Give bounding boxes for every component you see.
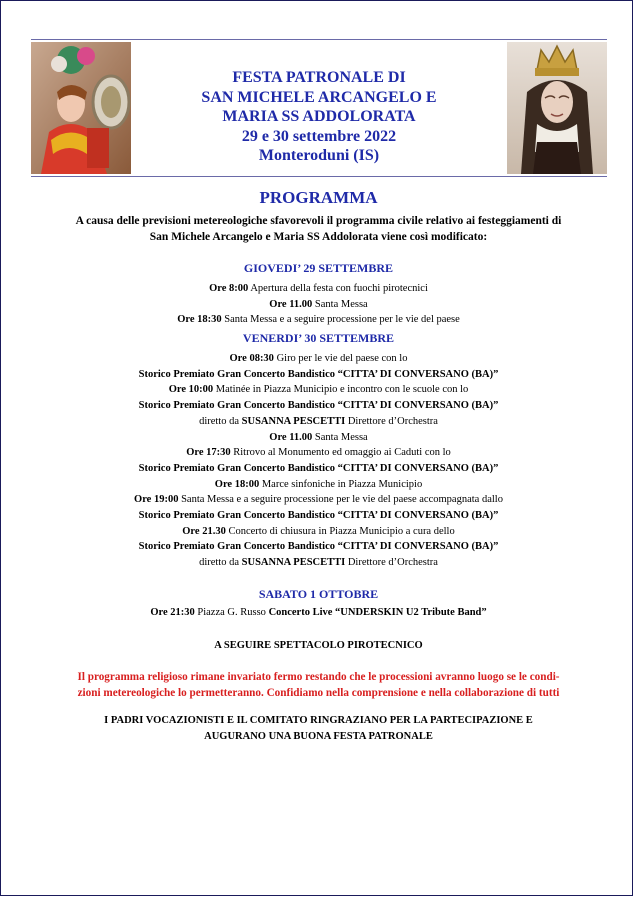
religious-note-line: zioni metereologiche lo permetteranno. Confidiamo nella comprensione e nella collaborazione di tutti bbox=[77, 687, 560, 699]
maria-addolorata-statue-image bbox=[507, 42, 607, 174]
header-location: Monteroduni (IS) bbox=[258, 147, 380, 164]
programma-title: PROGRAMMA bbox=[259, 188, 378, 207]
event-text: diretto da bbox=[199, 557, 242, 569]
thanks-note bbox=[1, 713, 635, 745]
event-time: Ore 19:00 bbox=[134, 494, 179, 506]
san-michele-statue-image bbox=[31, 42, 131, 174]
header-dates: 29 e 30 settembre 2022 bbox=[241, 127, 397, 145]
conductor-name: SUSANNA PESCETTI bbox=[241, 415, 346, 427]
header-title bbox=[139, 68, 499, 166]
event-line bbox=[1, 398, 635, 414]
event-highlight: Concerto Live “UNDERSKIN U2 Tribute Band” bbox=[268, 607, 487, 618]
header-title-line: SAN MICHELE ARCANGELO E bbox=[201, 88, 437, 106]
event-line bbox=[1, 414, 635, 430]
header-title-line: MARIA SS ADDOLORATA bbox=[222, 108, 416, 125]
event-line bbox=[1, 605, 635, 621]
event-line bbox=[1, 312, 635, 328]
header-title-line: FESTA PATRONALE DI bbox=[232, 69, 406, 86]
religious-note bbox=[1, 669, 635, 701]
event-text: Direttore d’Orchestra bbox=[345, 415, 438, 427]
intro-line: San Michele Arcangelo e Maria SS Addolorata viene così modificato: bbox=[149, 231, 488, 243]
fireworks-note: A SEGUIRE SPETTACOLO PIROTECNICO bbox=[214, 640, 423, 651]
event-line bbox=[1, 367, 635, 383]
band-name: Storico Premiato Gran Concerto Bandistico “CITTA’ DI CONVERSANO (BA)” bbox=[138, 400, 499, 412]
event-line bbox=[1, 382, 635, 398]
thanks-note-line: I PADRI VOCAZIONISTI E IL COMITATO RINGRAZIANO PER LA PARTECIPAZIONE E bbox=[104, 715, 533, 726]
band-name: Storico Premiato Gran Concerto Bandistico “CITTA’ DI CONVERSANO (BA)” bbox=[138, 541, 499, 553]
event-line bbox=[1, 492, 635, 508]
event-line bbox=[1, 281, 635, 297]
religious-note-line: Il programma religioso rimane invariato fermo restando che le processioni avranno luogo se le condi- bbox=[77, 671, 560, 683]
event-line bbox=[1, 555, 635, 571]
thanks-note-line: AUGURANO UNA BUONA FESTA PATRONALE bbox=[204, 731, 433, 742]
event-line bbox=[1, 539, 635, 555]
event-time: Ore 10:00 bbox=[168, 384, 214, 396]
event-text: Apertura della festa con fuochi pirotecnici bbox=[248, 283, 428, 294]
event-text: Marce sinfoniche in Piazza Municipio bbox=[259, 478, 423, 490]
event-text: diretto da bbox=[199, 415, 242, 427]
conductor-name: SUSANNA PESCETTI bbox=[241, 557, 346, 569]
intro-text bbox=[1, 213, 635, 245]
event-text: Matinée in Piazza Municipio e incontro con le scuole con lo bbox=[213, 384, 469, 396]
event-time: Ore 21.30 bbox=[182, 525, 226, 537]
event-time: Ore 08:30 bbox=[229, 353, 274, 364]
event-line bbox=[1, 351, 635, 367]
event-line bbox=[1, 461, 635, 477]
intro-line: A causa delle previsioni metereologiche sfavorevoli il programma civile relativo ai festeggiamenti di bbox=[75, 215, 562, 227]
event-time: Ore 11.00 bbox=[269, 431, 313, 443]
event-line bbox=[1, 430, 635, 446]
band-name: Storico Premiato Gran Concerto Bandistico “CITTA’ DI CONVERSANO (BA)” bbox=[138, 510, 499, 521]
day-title-venerdi: VENERDI’ 30 SETTEMBRE bbox=[242, 331, 395, 345]
event-text: Santa Messa bbox=[312, 431, 368, 443]
event-text: Santa Messa e a seguire processione per le vie del paese accompagnata dallo bbox=[178, 494, 503, 506]
event-line bbox=[1, 524, 635, 540]
event-time: Ore 11.00 bbox=[269, 299, 313, 310]
event-time: Ore 21:30 bbox=[150, 607, 195, 618]
event-time: Ore 18:00 bbox=[214, 478, 260, 490]
event-text: Giro per le vie del paese con lo bbox=[273, 353, 408, 364]
event-text: Santa Messa bbox=[312, 299, 368, 310]
band-name: Storico Premiato Gran Concerto Bandistico “CITTA’ DI CONVERSANO (BA)” bbox=[138, 368, 499, 380]
band-name: Storico Premiato Gran Concerto Bandistico “CITTA’ DI CONVERSANO (BA)” bbox=[138, 462, 499, 474]
day-title-giovedi: GIOVEDI’ 29 SETTEMBRE bbox=[243, 261, 394, 275]
event-text: Ritrovo al Monumento ed omaggio ai Caduti con lo bbox=[230, 447, 451, 459]
event-time: Ore 8:00 bbox=[209, 283, 249, 294]
event-line bbox=[1, 477, 635, 493]
day-title-sabato: SABATO 1 OTTOBRE bbox=[258, 587, 379, 601]
event-text: Piazza G. Russo bbox=[194, 607, 269, 618]
event-line bbox=[1, 445, 635, 461]
event-time: Ore 17:30 bbox=[186, 447, 231, 459]
event-text: Concerto di chiusura in Piazza Municipio a cura dello bbox=[225, 525, 455, 537]
event-line bbox=[1, 297, 635, 313]
event-line bbox=[1, 508, 635, 524]
event-text: Santa Messa e a seguire processione per le vie del paese bbox=[221, 314, 460, 325]
event-time: Ore 18:30 bbox=[177, 314, 222, 325]
event-text: Direttore d’Orchestra bbox=[345, 557, 438, 569]
header-banner bbox=[31, 39, 607, 177]
